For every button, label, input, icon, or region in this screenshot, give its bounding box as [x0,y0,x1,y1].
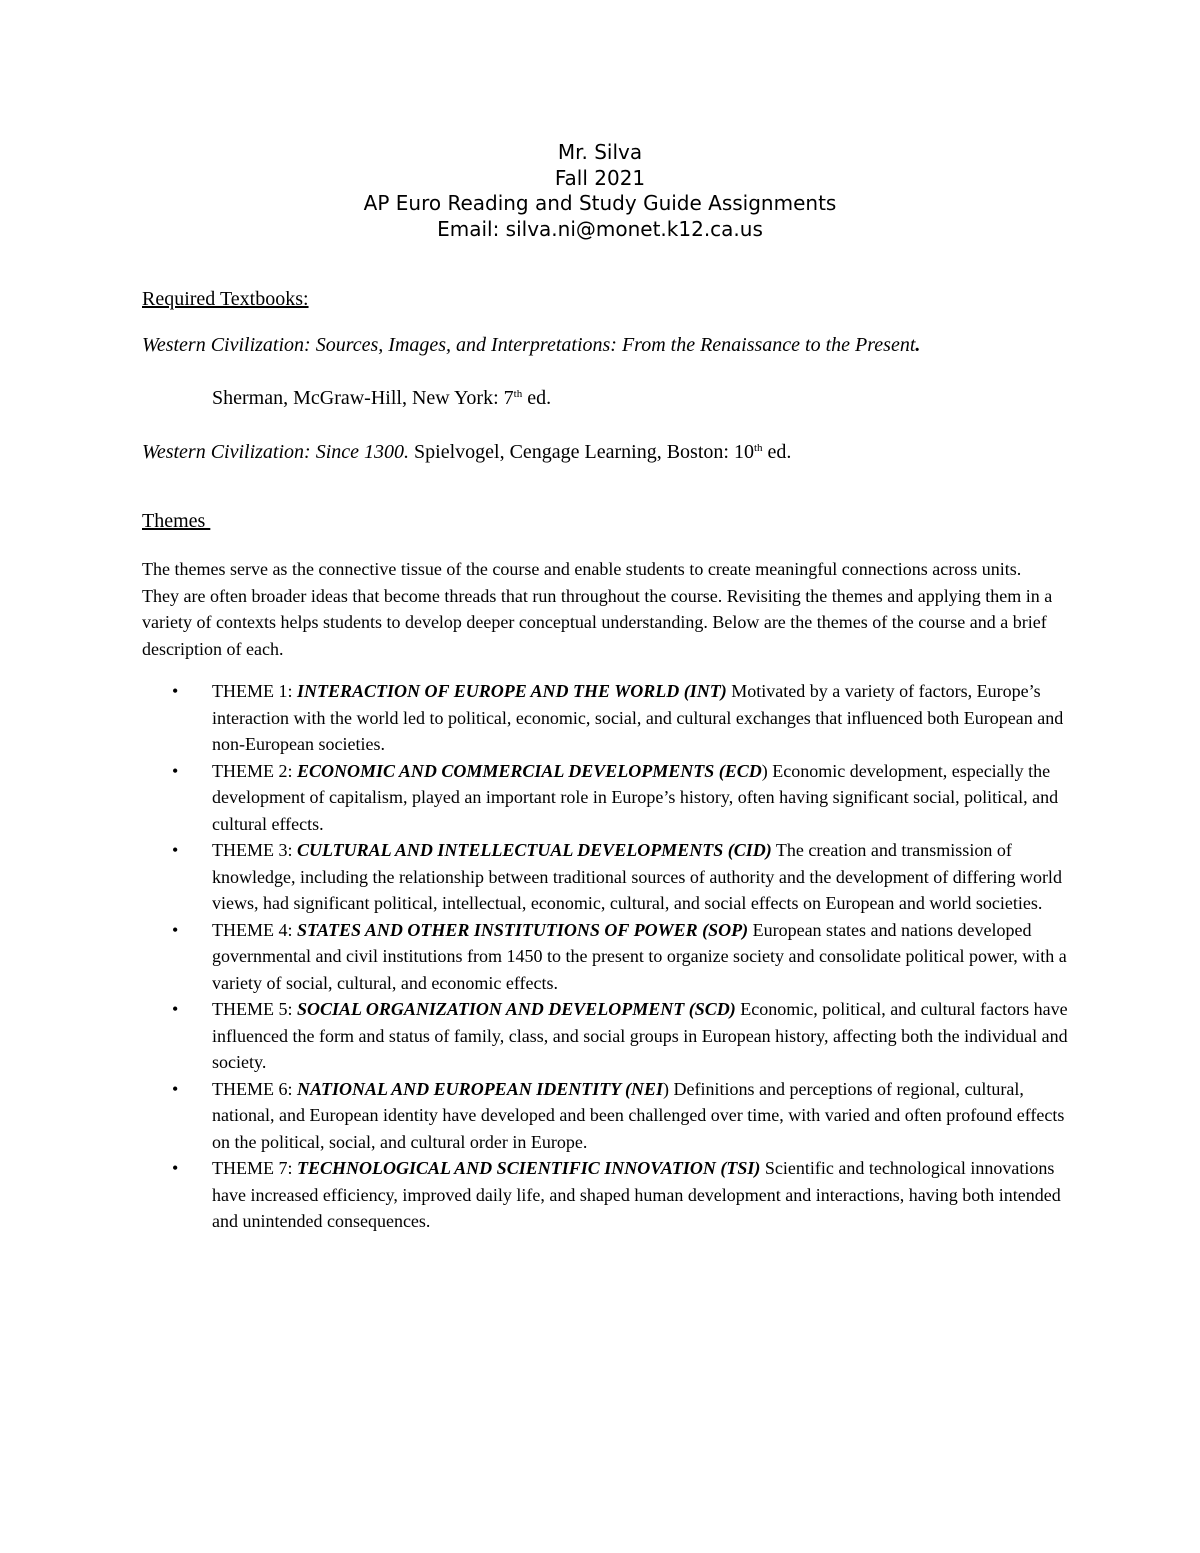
theme-label: THEME 5: [212,999,297,1019]
textbook-1-publisher-text: Sherman, McGraw-Hill, New York: 7 [212,387,514,409]
email-line: Email: silva.ni@monet.k12.ca.us [437,216,763,241]
teacher-name: Mr. Silva [557,140,643,164]
document-header [0,140,1200,242]
textbook-1-title-text: Western Civilization: Sources, Images, and Interpretations: From the Renaissance to the Present [142,334,916,356]
bullet-icon: • [172,840,179,860]
textbook-2 [142,441,791,464]
theme-name: SOCIAL ORGANIZATION AND DEVELOPMENT (SCD) [297,999,736,1019]
document-title: AP Euro Reading and Study Guide Assignments [363,191,837,215]
theme-name: STATES AND OTHER INSTITUTIONS OF POWER (SOP) [297,919,749,940]
bullet-icon: • [172,1158,179,1178]
theme-name: TECHNOLOGICAL AND SCIENTIFIC INNOVATION (TSI) [297,1158,761,1178]
theme-label: THEME 2: [212,760,297,781]
theme-desc: Economic, political, and cultural factors have influenced the form and status of family, class, and social groups in European history, affecting both the individual and society. [212,999,1068,1072]
textbook-1-edition-sup: th [513,388,523,400]
themes-list [142,678,1072,1235]
theme-desc: Motivated by a variety of factors, Europe’s interaction with the world led to political, economic, social, and cultural exchanges that influenced both European and non-European societies. [212,681,1064,754]
theme-label: THEME 4: [212,919,297,940]
textbook-2-edition-suffix: ed. [762,441,792,463]
themes-intro-text: The themes serve as the connective tissue of the course and enable students to create meaningful connections across units. They are often broader ideas that become threads that run throughout the course. Revisiting the themes and applying them in a variety of contexts helps students to develop deeper conceptual understanding. Below are the themes of the course and a brief description of each. [142,559,1053,659]
theme-desc: Scientific and technological innovations have increased efficiency, improved daily life, and shaped human development and interactions, having both intended and unintended consequences. [212,1158,1061,1231]
theme-label: THEME 6: [212,1078,297,1099]
theme-desc: European states and nations developed governmental and civil institutions from 1450 to the present to organize society and consolidate political power, with a variety of social, cultural, and economic effects. [212,919,1067,993]
list-item [142,837,1072,917]
bullet-icon: • [172,999,179,1019]
theme-name: ECONOMIC AND COMMERCIAL DEVELOPMENTS (ECD [297,760,762,781]
theme-desc: ) Definitions and perceptions of regional, cultural, national, and European identity have developed and been challenged over time, with varied and often profound effects on the political, social, and cultural order in Europe. [212,1078,1065,1152]
list-item [142,758,1072,838]
theme-desc: The creation and transmission of knowledge, including the relationship between traditional sources of authority and the development of differing world views, had significant political, intellectual, economic, cultural, and social effects on European and world societies. [212,840,1062,913]
theme-label: THEME 3: [212,840,297,860]
theme-label: THEME 7: [212,1158,297,1178]
textbook-2-title: Western Civilization: Since 1300. [142,441,410,463]
bullet-icon: • [172,1078,179,1099]
textbook-2-edition-sup: th [753,442,763,454]
theme-name: NATIONAL AND EUROPEAN IDENTITY (NEI [297,1078,664,1099]
theme-label: THEME 1: [212,681,297,701]
term: Fall 2021 [554,165,646,190]
textbook-1-publisher [212,387,551,410]
bullet-icon: • [172,681,179,701]
textbook-1-edition-suffix: ed. [522,387,552,409]
textbook-2-publisher: Spielvogel, Cengage Learning, Boston: 10 [409,441,754,463]
list-item [142,917,1072,997]
bullet-icon: • [172,760,179,781]
themes-intro [142,556,1062,662]
theme-name: CULTURAL AND INTELLECTUAL DEVELOPMENTS (CID) [297,840,772,860]
theme-name: INTERACTION OF EUROPE AND THE WORLD (INT) [297,681,727,701]
textbook-1-title [142,332,1056,359]
list-item [142,996,1072,1076]
themes-heading: Themes [142,510,211,532]
bullet-icon: • [172,919,179,940]
required-textbooks-heading: Required Textbooks: [142,288,309,310]
theme-desc: ) Economic development, especially the development of capitalism, played an important role in Europe’s history, often having significant social, political, and cultural effects. [212,760,1059,834]
list-item [142,678,1072,758]
list-item [142,1155,1072,1235]
list-item [142,1076,1072,1156]
textbook-1-title-end: . [915,334,921,356]
